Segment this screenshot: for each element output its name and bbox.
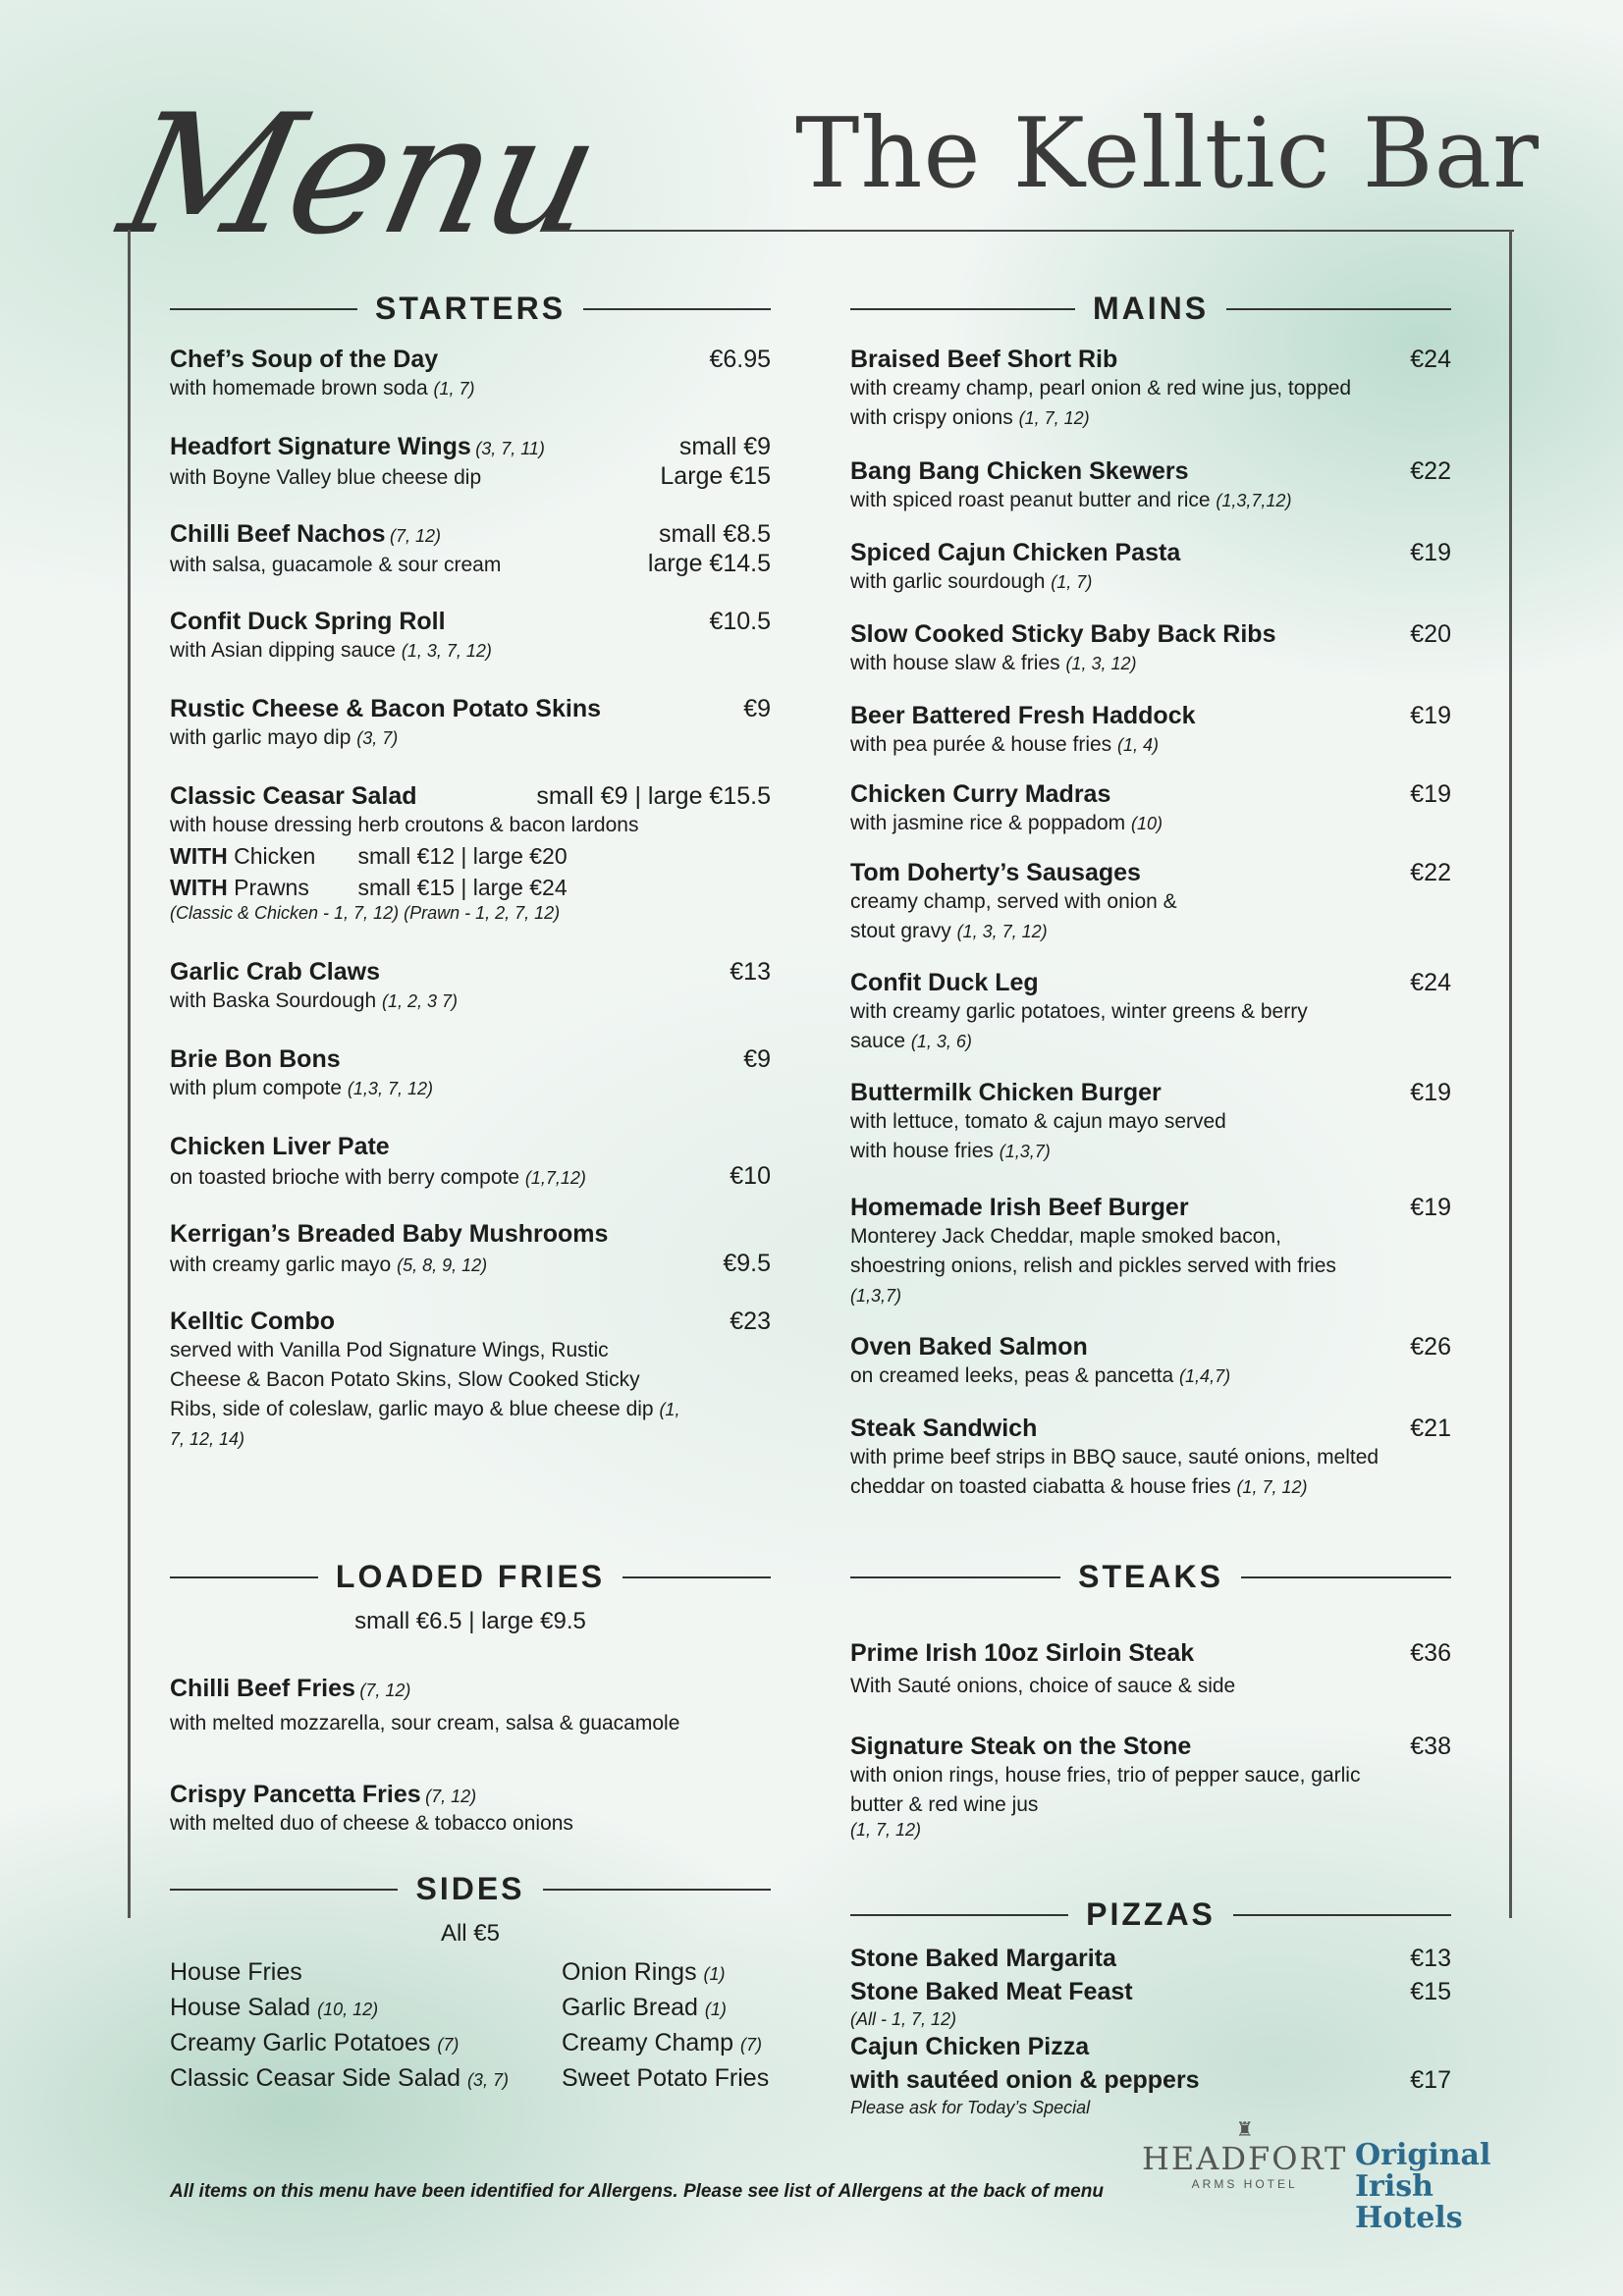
allergens: (1,3,7,12) (1216, 491, 1292, 510)
starter-item (170, 958, 771, 1016)
starter-item (170, 695, 771, 753)
allergens: (7) (740, 2035, 763, 2055)
starter-item (170, 346, 771, 403)
item-price: small €9 | large €15.5 (536, 782, 771, 810)
pizzas-heading (850, 1896, 1451, 1933)
allergen-note: All items on this menu have been identified for Allergens. Please see list of Allergens at the back of menu (170, 2181, 1104, 2202)
starter-item (170, 1133, 771, 1193)
item-name: Chicken Curry Madras (850, 780, 1111, 808)
headfort-name: HEADFORT (1142, 2140, 1348, 2177)
item-price: €23 (730, 1308, 771, 1335)
item-price: €19 (1410, 1079, 1451, 1106)
allergens: (Classic & Chicken - 1, 7, 12) (Prawn - 1, 2, 7, 12) (170, 903, 561, 923)
pizzas-title: PIZZAS (1086, 1896, 1216, 1932)
item-price: €10 (730, 1162, 771, 1190)
sides-left-list (170, 1955, 563, 2097)
item-price-large: large €14.5 (647, 550, 771, 577)
item-name: Slow Cooked Sticky Baby Back Ribs (850, 620, 1276, 648)
item-name: Garlic Crab Claws (170, 958, 380, 986)
menu-script-title: Menu (107, 79, 612, 271)
main-item (850, 539, 1451, 597)
item-price: €26 (1410, 1333, 1451, 1361)
item-desc: with creamy garlic mayo (170, 1254, 392, 1276)
item-name: Buttermilk Chicken Burger (850, 1079, 1162, 1106)
allergens: (1,3, 7, 12) (347, 1079, 433, 1098)
loaded-item (170, 1675, 771, 1738)
item-desc: with onion rings, house fries, trio of pepper sauce, garlic butter & red wine jus (850, 1764, 1361, 1816)
item-price: €13 (1410, 1945, 1451, 1972)
item-desc: with garlic mayo dip (170, 726, 352, 749)
item-price: €6.95 (709, 346, 771, 373)
allergens: (All - 1, 7, 12) (850, 2009, 957, 2029)
item-name: Chilli Beef Fries (170, 1675, 355, 1702)
item-desc: with Baska Sourdough (170, 989, 377, 1012)
item-desc: with house slaw & fries (850, 652, 1060, 674)
item-desc: with jasmine rice & poppadom (850, 812, 1126, 834)
with-label: WITH (170, 843, 228, 869)
side-name: House Salad (170, 1994, 311, 2021)
starter-item (170, 608, 771, 666)
item-price: €24 (1410, 969, 1451, 996)
item-name: Cajun Chicken Pizza (850, 2033, 1090, 2060)
side-item (562, 2061, 787, 2097)
item-name: Oven Baked Salmon (850, 1333, 1088, 1361)
side-name: Creamy Garlic Potatoes (170, 2029, 431, 2056)
loaded-fries-heading (170, 1559, 771, 1595)
item-price: €9 (743, 695, 771, 722)
allergens: (1,3,7) (850, 1286, 902, 1306)
item-desc: with creamy champ, pearl onion & red wine jus, topped with crispy onions (850, 377, 1352, 429)
main-item (850, 1415, 1451, 1502)
loaded-fries-prices: small €6.5 | large €9.5 (354, 1608, 586, 1634)
mains-heading (850, 291, 1451, 327)
ceasar-prawn-option (170, 872, 771, 903)
steak-item (850, 1639, 1451, 1701)
allergens: (1) (704, 2000, 727, 2019)
allergens: (1, 4) (1117, 735, 1160, 755)
item-name: Confit Duck Spring Roll (170, 608, 446, 635)
item-desc: served with Vanilla Pod Signature Wings, Rustic Cheese & Bacon Potato Skins, Slow Cooked Sticky Ribs, side of coleslaw, garlic mayo & blue cheese dip (170, 1339, 654, 1420)
item-name: Chef’s Soup of the Day (170, 346, 439, 373)
item-price: €19 (1410, 780, 1451, 808)
item-price: €22 (1410, 457, 1451, 485)
main-item (850, 1333, 1451, 1391)
special-note: Please ask for Today’s Special (850, 2098, 1091, 2117)
original-irish-hotels-logo (1355, 2140, 1490, 2234)
allergens: (1, 3, 7, 12) (401, 641, 492, 661)
allergens: (1,7,12) (524, 1168, 586, 1188)
item-price: €15 (1410, 1978, 1451, 2005)
ceasar-chicken-option (170, 840, 771, 872)
with-label: WITH (170, 875, 228, 900)
main-item (850, 780, 1451, 838)
starter-item (170, 1308, 771, 1454)
item-name: Chicken Liver Pate (170, 1133, 390, 1160)
item-price: €9 (743, 1045, 771, 1073)
item-name: with sautéed onion & peppers (850, 2066, 1200, 2094)
allergens: (7) (437, 2035, 460, 2055)
oih-line: Hotels (1355, 2201, 1463, 2235)
side-item (170, 1955, 563, 1991)
main-item (850, 346, 1451, 433)
allergens: (5, 8, 9, 12) (397, 1255, 488, 1275)
item-desc: with salsa, guacamole & sour cream (170, 554, 502, 576)
item-price-large: Large €15 (660, 462, 771, 490)
item-price: €36 (1410, 1639, 1451, 1667)
item-name: Kelltic Combo (170, 1308, 336, 1335)
item-name: Confit Duck Leg (850, 969, 1039, 996)
allergens: (1, 2, 3 7) (381, 991, 459, 1011)
main-item (850, 620, 1451, 678)
item-name: Chilli Beef Nachos (170, 520, 386, 548)
item-name: Braised Beef Short Rib (850, 346, 1118, 373)
mains-title: MAINS (1092, 291, 1210, 326)
sides-heading (170, 1871, 771, 1907)
item-name: Rustic Cheese & Bacon Potato Skins (170, 695, 602, 722)
allergens: (1,3,7) (999, 1142, 1051, 1161)
item-name: Spiced Cajun Chicken Pasta (850, 539, 1181, 566)
item-price: €9.5 (723, 1250, 771, 1277)
item-desc: with melted mozzarella, sour cream, salsa & guacamole (170, 1712, 680, 1735)
item-desc: on toasted brioche with berry compote (170, 1166, 520, 1189)
item-desc: with melted duo of cheese & tobacco onions (170, 1812, 573, 1835)
starter-item (170, 782, 771, 924)
item-price: €21 (1410, 1415, 1451, 1442)
item-name: Signature Steak on the Stone (850, 1733, 1192, 1760)
item-name: Tom Doherty’s Sausages (850, 859, 1141, 886)
item-name: Steak Sandwich (850, 1415, 1038, 1442)
side-name: Garlic Bread (562, 1994, 698, 2021)
oih-line: Original (1355, 2138, 1491, 2172)
crest-icon: ♜ (1235, 2119, 1254, 2141)
item-desc: creamy champ, served with onion & stout gravy (850, 890, 1177, 942)
item-desc: with garlic sourdough (850, 570, 1046, 593)
option-name: Chicken (234, 843, 316, 869)
item-name: Stone Baked Meat Feast (850, 1978, 1133, 2005)
side-name: Classic Ceasar Side Salad (170, 2064, 460, 2092)
item-name: Crispy Pancetta Fries (170, 1781, 421, 1808)
item-name: Brie Bon Bons (170, 1045, 341, 1073)
side-item (562, 1991, 787, 2026)
item-price: €22 (1410, 859, 1451, 886)
item-price: €24 (1410, 346, 1451, 373)
allergens: (7, 12) (389, 526, 441, 546)
item-price: €10.5 (709, 608, 771, 635)
starters-title: STARTERS (374, 291, 567, 326)
item-name: Beer Battered Fresh Haddock (850, 702, 1196, 729)
item-desc: with spiced roast peanut butter and rice (850, 489, 1211, 511)
starters-heading (170, 291, 771, 327)
steak-item (850, 1733, 1451, 1841)
option-price: small €12 | large €20 (357, 843, 568, 869)
sides-title: SIDES (415, 1871, 525, 1906)
item-desc: on creamed leeks, peas & pancetta (850, 1364, 1174, 1387)
side-name: House Fries (170, 1958, 302, 1986)
main-item (850, 859, 1451, 946)
item-price: small €9 (678, 433, 771, 460)
headfort-sub: ARMS HOTEL (1191, 2177, 1298, 2191)
option-name: Prawns (234, 875, 309, 900)
main-item (850, 1079, 1451, 1166)
starter-item (170, 520, 771, 580)
allergens: (3, 7) (466, 2070, 509, 2090)
allergens: (10, 12) (317, 2000, 379, 2019)
steaks-title: STEAKS (1078, 1559, 1223, 1594)
allergens: (1, 3, 12) (1065, 654, 1137, 673)
steaks-heading (850, 1559, 1451, 1595)
side-item (170, 2026, 563, 2061)
loaded-item (170, 1781, 771, 1839)
pizza-list (850, 1942, 1451, 2118)
item-name: Prime Irish 10oz Sirloin Steak (850, 1639, 1195, 1667)
main-item (850, 702, 1451, 760)
item-desc: with pea purée & house fries (850, 733, 1112, 756)
item-desc: with lettuce, tomato & cajun mayo served with house fries (850, 1110, 1226, 1162)
starter-item (170, 433, 771, 493)
sides-price: All €5 (440, 1920, 501, 1947)
item-name: Stone Baked Margarita (850, 1945, 1116, 1972)
allergens: (1, 7) (1051, 572, 1093, 592)
item-price: €20 (1410, 620, 1451, 648)
item-name: Homemade Irish Beef Burger (850, 1194, 1189, 1221)
allergens: (1, 7, 12) (1236, 1477, 1308, 1497)
allergens: (1, 7, 12) (850, 1820, 922, 1840)
allergens: (7, 12) (359, 1681, 411, 1700)
item-desc: Monterey Jack Cheddar, maple smoked bacon, shoestring onions, relish and pickles served with fries (850, 1225, 1336, 1277)
allergens: (10) (1130, 814, 1163, 833)
main-item (850, 457, 1451, 515)
allergens: (1, 7, 12) (1018, 408, 1090, 428)
option-price: small €15 | large €24 (357, 875, 568, 900)
item-desc: with plum compote (170, 1077, 343, 1099)
item-price: €19 (1410, 1194, 1451, 1221)
item-name: Headfort Signature Wings (170, 433, 471, 460)
bar-name-title: The Kelltic Bar (795, 98, 1540, 210)
sides-right-list (562, 1955, 787, 2097)
item-price: €19 (1410, 702, 1451, 729)
item-desc: with creamy garlic potatoes, winter greens & berry sauce (850, 1000, 1308, 1052)
allergens: (1, 7) (433, 379, 475, 399)
item-name: Classic Ceasar Salad (170, 782, 417, 810)
item-price: €17 (1410, 2066, 1451, 2094)
main-item (850, 969, 1451, 1056)
item-price: €38 (1410, 1733, 1451, 1760)
oih-line: Irish (1355, 2169, 1434, 2204)
item-price: €13 (730, 958, 771, 986)
headfort-logo (1142, 2120, 1347, 2191)
side-name: Creamy Champ (562, 2029, 734, 2056)
side-name: Onion Rings (562, 1958, 697, 1986)
allergens: (1, 3, 6) (910, 1032, 972, 1051)
item-price: small €8.5 (659, 520, 771, 548)
allergens: (3, 7) (356, 728, 399, 748)
item-desc: with homemade brown soda (170, 377, 428, 400)
allergens: (3, 7, 11) (475, 439, 545, 458)
item-desc: With Sauté onions, choice of sauce & side (850, 1675, 1236, 1697)
item-desc: with Asian dipping sauce (170, 639, 396, 662)
allergens: (7, 12) (425, 1787, 477, 1806)
item-desc: with Boyne Valley blue cheese dip (170, 466, 482, 489)
item-desc: with house dressing herb croutons & bacon lardons (170, 814, 639, 836)
item-desc: with prime beef strips in BBQ sauce, sauté onions, melted cheddar on toasted ciabatta & house fries (850, 1446, 1380, 1498)
side-item (170, 1991, 563, 2026)
allergens: (1, 7, 12, 14) (170, 1400, 680, 1449)
main-item (850, 1194, 1451, 1310)
starter-item (170, 1220, 771, 1280)
allergens: (1) (703, 1964, 726, 1984)
side-item (170, 2061, 563, 2097)
item-price: €19 (1410, 539, 1451, 566)
item-name: Kerrigan’s Breaded Baby Mushrooms (170, 1220, 609, 1248)
side-name: Sweet Potato Fries (562, 2064, 770, 2092)
allergens: (1,4,7) (1179, 1366, 1231, 1386)
item-name: Bang Bang Chicken Skewers (850, 457, 1189, 485)
side-item (562, 2026, 787, 2061)
loaded-fries-title: LOADED FRIES (335, 1559, 606, 1594)
side-item (562, 1955, 787, 1991)
starter-item (170, 1045, 771, 1103)
allergens: (1, 3, 7, 12) (956, 922, 1048, 941)
